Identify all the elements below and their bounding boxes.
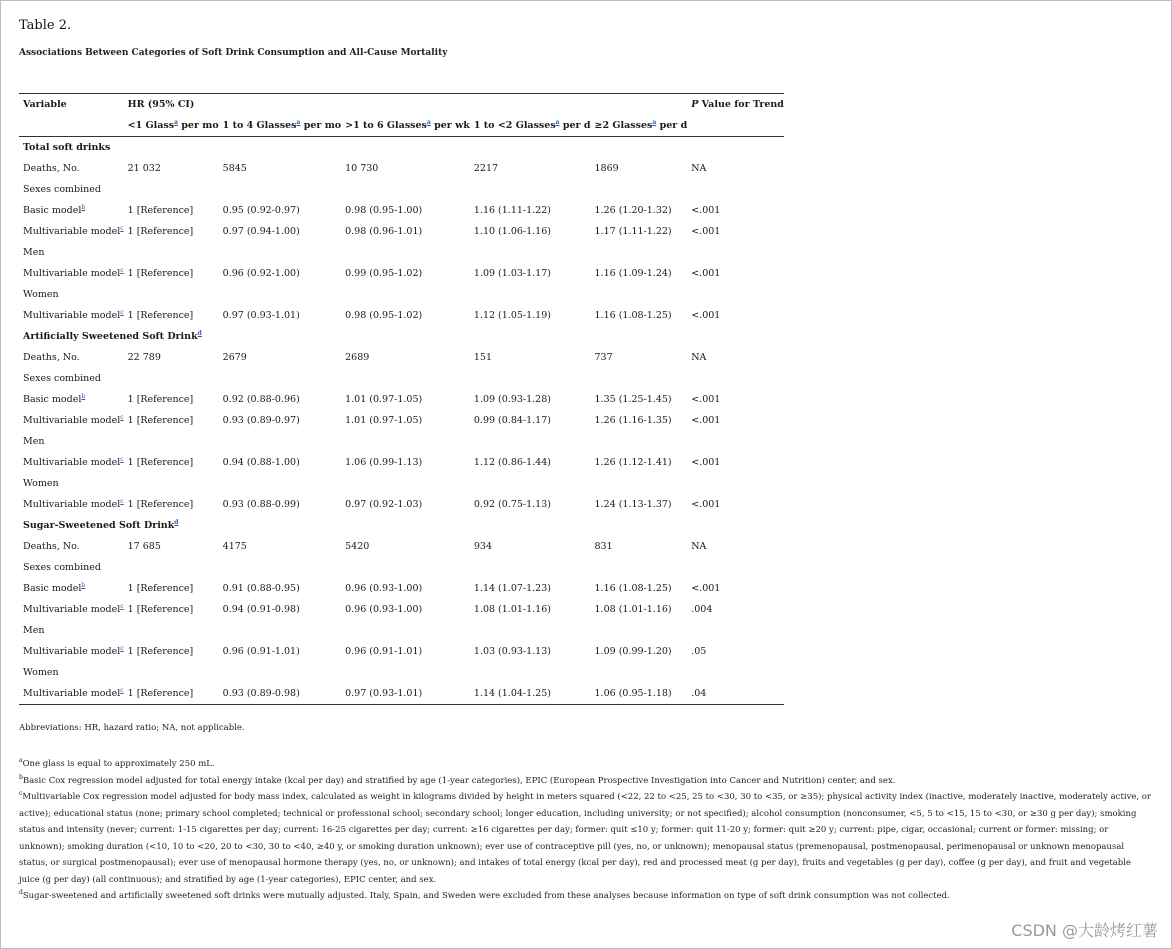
row-label <box>19 305 124 326</box>
footnote-ref[interactable]: c <box>120 266 124 274</box>
footnotes <box>19 756 1154 905</box>
footnote-ref[interactable]: b <box>81 392 86 400</box>
table-cell: <.001 <box>691 457 721 468</box>
table-row <box>19 305 784 326</box>
row-label <box>19 683 124 705</box>
table-row <box>19 494 784 515</box>
row-label-text: Multivariable model <box>23 457 121 468</box>
table-cell: 1.26 (1.12-1.41) <box>594 457 672 468</box>
table-cell: 1.14 (1.07-1.23) <box>473 583 551 594</box>
header-col-text: >1 to 6 Glasses <box>345 120 427 131</box>
table-cell: 1.16 (1.11-1.22) <box>473 205 551 216</box>
table-cell: 1.14 (1.04-1.25) <box>470 683 591 705</box>
row-label-text: Sugar-Sweetened Soft Drink <box>23 520 175 531</box>
footnote-ref[interactable]: d <box>174 518 179 526</box>
table-cell: 22 789 <box>127 352 161 363</box>
table-cell: 934 <box>473 541 493 552</box>
table-cell: 0.98 (0.95-1.02) <box>345 310 423 321</box>
row-label <box>19 200 124 221</box>
header-col-unit: per d <box>656 120 688 131</box>
footnote-mark: a <box>19 757 23 765</box>
row-label <box>19 641 124 662</box>
group-row <box>19 242 784 263</box>
table-cell: 151 <box>473 352 493 363</box>
section-row <box>19 137 784 159</box>
table-cell: 1.09 (0.93-1.28) <box>473 394 551 405</box>
row-label <box>19 158 124 179</box>
row-label-text: Deaths, No. <box>23 541 80 552</box>
table-cell: 2217 <box>473 163 499 174</box>
table-cell: <.001 <box>691 583 721 594</box>
row-label <box>19 368 784 389</box>
table-cell: 5420 <box>345 541 370 552</box>
row-label-text: Men <box>23 625 45 636</box>
table-cell: 1 [Reference] <box>124 683 219 705</box>
row-label-text: Sexes combined <box>23 184 101 195</box>
row-label-text: Men <box>23 247 45 258</box>
table-cell: 0.97 (0.93-1.01) <box>222 310 300 321</box>
header-col-unit: per mo <box>300 120 342 131</box>
row-label <box>19 473 784 494</box>
table-cell: 1.08 (1.01-1.16) <box>473 604 551 615</box>
footnote-mark: c <box>19 790 23 798</box>
row-label <box>19 263 124 284</box>
abbreviations-note: Abbreviations: HR, hazard ratio; NA, not applicable. <box>19 723 245 733</box>
table-cell: 2689 <box>345 352 370 363</box>
watermark: CSDN @大龄烤红薯 <box>1011 921 1158 940</box>
table-cell: 1 [Reference] <box>127 583 194 594</box>
row-label <box>19 284 784 305</box>
footnote-text: Sugar-sweetened and artificially sweetened soft drinks were mutually adjusted. Italy, Spain, and Sweden were excluded from these analyses because information on type of soft drink consumption was not collected. <box>22 891 950 901</box>
table-cell: 1 [Reference] <box>127 604 194 615</box>
table-cell: 1 [Reference] <box>127 226 194 237</box>
footnote-ref[interactable]: c <box>120 497 124 505</box>
group-row <box>19 662 784 683</box>
table-cell: 0.93 (0.89-0.97) <box>222 415 300 426</box>
table-cell: 4175 <box>222 541 247 552</box>
group-row <box>19 284 784 305</box>
header-blank <box>19 115 124 137</box>
header-col-text: <1 Glass <box>127 120 175 131</box>
table-cell: 1.03 (0.93-1.13) <box>473 646 551 657</box>
table-cell: 1.35 (1.25-1.45) <box>594 394 672 405</box>
p-label: Value for Trend <box>698 99 784 110</box>
table-row <box>19 263 784 284</box>
table-row <box>19 641 784 662</box>
table-cell: 1.09 (1.03-1.17) <box>473 268 551 279</box>
row-label <box>19 410 124 431</box>
table-cell: 21 032 <box>127 163 161 174</box>
table-cell: 0.96 (0.93-1.00) <box>345 604 423 615</box>
table-cell: .04 <box>687 683 784 705</box>
table-cell: 0.97 (0.94-1.00) <box>222 226 300 237</box>
table-cell: 10 730 <box>345 163 379 174</box>
table-cell: 1 [Reference] <box>127 646 194 657</box>
footnote-ref[interactable]: c <box>120 413 124 421</box>
header-col-unit: per mo <box>177 120 219 131</box>
header-hr-group: HR (95% CI) <box>124 94 688 116</box>
table-cell: 0.96 (0.91-1.01) <box>222 646 300 657</box>
table-cell: 1.16 (1.08-1.25) <box>594 310 672 321</box>
footnote-ref[interactable]: c <box>120 308 124 316</box>
table-cell: <.001 <box>691 310 721 321</box>
table-cell: 0.98 (0.96-1.01) <box>345 226 423 237</box>
section-row <box>19 515 784 536</box>
row-label-text: Women <box>23 478 59 489</box>
footnote-ref[interactable]: a <box>555 118 560 126</box>
row-label <box>19 389 124 410</box>
table-cell: 0.93 (0.89-0.98) <box>219 683 341 705</box>
table-row <box>19 599 784 620</box>
row-label-text: Multivariable model <box>23 499 121 510</box>
table-row <box>19 683 784 705</box>
table-cell: NA <box>691 541 707 552</box>
table-cell: 1.09 (0.99-1.20) <box>594 646 672 657</box>
row-label-text: Multivariable model <box>23 604 121 615</box>
table-cell: 1.12 (1.05-1.19) <box>473 310 551 321</box>
row-label-text: Deaths, No. <box>23 163 80 174</box>
table-cell: <.001 <box>691 226 721 237</box>
table-row <box>19 452 784 473</box>
footnote-ref[interactable]: c <box>120 644 124 652</box>
footnote-ref[interactable]: b <box>81 581 86 589</box>
header-col-unit: per wk <box>430 120 470 131</box>
footnote-ref[interactable]: c <box>120 686 124 694</box>
footnote-text: Multivariable Cox regression model adjusted for body mass index, calculated as weight in kilograms divided by height in meters squared (<22, 22 to <25, 25 to <30, 30 to <35, or ≥35); physical activity index (inactive, moderately inactive, moderately active, or active); educational status (none; primary school completed; technical or professional school; secondary school; longer education, including university; or not specified); alcohol consumption (nonconsumer, <5, 5 to <15, 15 to <30, or ≥30 g per day); smoking status and intensity (never; current: 1-15 cigarettes per day; current: 16-25 cigarettes per day; current: ≥16 cigarettes per day; former: quit ≤10 y; former: quit 11-20 y; former: quit ≥20 y; current: pipe, cigar, occasional; current or former: missing; or unknown); smoking duration (<10, 10 to <20, 20 to <30, 30 to <40, ≥40 y, or smoking duration unknown); ever use of contraceptive pill (yes, no, or unknown); menopausal status (premenopausal, postmenopausal, perimenopausal or unknown menopausal status, or surgical postmenopausal); ever use of menopausal hormone therapy (yes, no, or unknown); and intakes of total energy (kcal per day), red and processed meat (g per day), fruits and vegetables (g per day), coffee (g per day), and fruit and vegetable juice (g per day) (all continuous); and stratified by age (1-year categories), EPIC center, and sex. <box>19 792 1151 885</box>
footnote-ref[interactable]: a <box>296 118 301 126</box>
row-label-text: Multivariable model <box>23 415 121 426</box>
table-cell: 737 <box>594 352 613 363</box>
footnote-mark: b <box>19 773 23 781</box>
row-label-text: Women <box>23 667 59 678</box>
row-label-text: Sexes combined <box>23 373 101 384</box>
row-label-text: Multivariable model <box>23 310 121 321</box>
group-row <box>19 368 784 389</box>
table-cell: 0.94 (0.91-0.98) <box>222 604 300 615</box>
row-label-text: Basic model <box>23 583 82 594</box>
header-col-3 <box>341 115 470 137</box>
header-col-1 <box>124 115 219 137</box>
row-label-text: Men <box>23 436 45 447</box>
footnote-ref[interactable]: c <box>120 455 124 463</box>
header-row-2 <box>19 115 784 137</box>
row-label-text: Total soft drinks <box>23 142 111 153</box>
row-label <box>19 662 784 683</box>
row-label-text: Deaths, No. <box>23 352 80 363</box>
footnote-ref[interactable]: b <box>81 203 86 211</box>
results-table <box>19 93 784 705</box>
row-label <box>19 536 124 557</box>
table-row <box>19 347 784 368</box>
table-cell: 1 [Reference] <box>127 205 194 216</box>
table-cell: 1.12 (0.86-1.44) <box>473 457 551 468</box>
header-col-5 <box>591 115 688 137</box>
table-cell: 0.92 (0.75-1.13) <box>473 499 551 510</box>
footnote-ref[interactable]: c <box>120 224 124 232</box>
table-cell: 1.16 (1.08-1.25) <box>594 583 672 594</box>
table-cell: 1.01 (0.97-1.05) <box>345 415 423 426</box>
footnote-a <box>19 756 1154 773</box>
table-cell: 0.96 (0.92-1.00) <box>222 268 300 279</box>
group-row <box>19 473 784 494</box>
row-label <box>19 515 784 536</box>
table-cell: .05 <box>691 646 707 657</box>
table-cell: 0.97 (0.93-1.01) <box>341 683 470 705</box>
table-cell: 0.95 (0.92-0.97) <box>222 205 300 216</box>
footnote-ref[interactable]: d <box>197 329 202 337</box>
table-cell: .004 <box>691 604 713 615</box>
row-label <box>19 578 124 599</box>
row-label-text: Artificially Sweetened Soft Drink <box>23 331 198 342</box>
header-col-text: 1 to <2 Glasses <box>473 120 556 131</box>
table-row <box>19 410 784 431</box>
group-row <box>19 431 784 452</box>
group-row <box>19 179 784 200</box>
table-cell: 1.26 (1.16-1.35) <box>594 415 672 426</box>
footnote-ref[interactable]: a <box>652 118 657 126</box>
table-cell: 1 [Reference] <box>127 415 194 426</box>
table-cell: 1.17 (1.11-1.22) <box>594 226 672 237</box>
row-label <box>19 242 784 263</box>
footnote-b <box>19 773 1154 790</box>
footnote-ref[interactable]: a <box>426 118 431 126</box>
table-cell: <.001 <box>691 415 721 426</box>
table-cell: 0.98 (0.95-1.00) <box>345 205 423 216</box>
table-cell: 1.08 (1.01-1.16) <box>594 604 672 615</box>
table-cell: 1 [Reference] <box>127 394 194 405</box>
table-body <box>19 137 784 705</box>
table-cell: <.001 <box>691 394 721 405</box>
header-col-2 <box>219 115 341 137</box>
table-row <box>19 536 784 557</box>
row-label <box>19 221 124 242</box>
table-cell: 1.16 (1.09-1.24) <box>594 268 672 279</box>
section-row <box>19 326 784 347</box>
table-cell: 0.96 (0.93-1.00) <box>345 583 423 594</box>
row-label <box>19 347 124 368</box>
header-row-1 <box>19 94 784 116</box>
row-label-text: Sexes combined <box>23 562 101 573</box>
table-cell: 1.24 (1.13-1.37) <box>594 499 672 510</box>
footnote-ref[interactable]: c <box>120 602 124 610</box>
header-p-trend <box>687 94 784 116</box>
table-title: Table 2. <box>19 18 72 33</box>
row-label-text: Multivariable model <box>23 688 121 699</box>
table-row <box>19 221 784 242</box>
footnote-c <box>19 789 1154 888</box>
footnote-text: One glass is equal to approximately 250 mL. <box>22 759 215 769</box>
row-label <box>19 494 124 515</box>
header-variable: Variable <box>19 94 124 116</box>
table-cell: 1869 <box>594 163 619 174</box>
table-row <box>19 389 784 410</box>
table-cell: 0.99 (0.95-1.02) <box>345 268 423 279</box>
row-label <box>19 431 784 452</box>
table-row <box>19 578 784 599</box>
row-label <box>19 620 784 641</box>
header-col-unit: per d <box>559 120 591 131</box>
row-label-text: Women <box>23 289 59 300</box>
table-cell: 0.94 (0.88-1.00) <box>222 457 300 468</box>
table-cell: 0.99 (0.84-1.17) <box>473 415 551 426</box>
table-cell: 0.96 (0.91-1.01) <box>345 646 423 657</box>
row-label <box>19 137 784 159</box>
table-cell: 0.91 (0.88-0.95) <box>222 583 300 594</box>
row-label <box>19 557 784 578</box>
table-row <box>19 158 784 179</box>
table-cell: 1 [Reference] <box>127 310 194 321</box>
table-row <box>19 200 784 221</box>
group-row <box>19 557 784 578</box>
table-cell: 831 <box>594 541 613 552</box>
table-caption: Associations Between Categories of Soft Drink Consumption and All-Cause Mortality <box>19 48 448 58</box>
table-cell: 1 [Reference] <box>127 499 194 510</box>
header-col-text: 1 to 4 Glasses <box>222 120 297 131</box>
row-label-text: Basic model <box>23 205 82 216</box>
row-label-text: Multivariable model <box>23 226 121 237</box>
table-cell: 17 685 <box>127 541 161 552</box>
table-cell: 1 [Reference] <box>127 457 194 468</box>
table-cell: <.001 <box>691 499 721 510</box>
table-cell: 0.92 (0.88-0.96) <box>222 394 300 405</box>
footnote-ref[interactable]: a <box>174 118 178 126</box>
header-col-4 <box>470 115 591 137</box>
p-italic: P <box>691 99 699 110</box>
row-label <box>19 599 124 620</box>
row-label-text: Multivariable model <box>23 646 121 657</box>
table-cell: 1.01 (0.97-1.05) <box>345 394 423 405</box>
footnote-mark: d <box>19 889 23 897</box>
table-cell: 1.06 (0.99-1.13) <box>345 457 423 468</box>
table-cell: 0.93 (0.88-0.99) <box>222 499 300 510</box>
table-cell: 1.26 (1.20-1.32) <box>594 205 672 216</box>
table-cell: 1.06 (0.95-1.18) <box>591 683 688 705</box>
header-col-text: ≥2 Glasses <box>594 120 653 131</box>
table-cell: 0.97 (0.92-1.03) <box>345 499 423 510</box>
footnote-d <box>19 888 1154 905</box>
footnote-text: Basic Cox regression model adjusted for total energy intake (kcal per day) and stratified by age (1-year categories), EPIC (European Prospective Investigation into Cancer and Nutrition) center, and sex. <box>22 775 896 786</box>
group-row <box>19 620 784 641</box>
table-cell: NA <box>691 352 707 363</box>
row-label <box>19 452 124 473</box>
row-label-text: Basic model <box>23 394 82 405</box>
table-cell: NA <box>691 163 707 174</box>
table-cell: 2679 <box>222 352 247 363</box>
table-cell: 1 [Reference] <box>127 268 194 279</box>
row-label <box>19 179 784 200</box>
table-cell: 5845 <box>222 163 247 174</box>
table-cell: 1.10 (1.06-1.16) <box>473 226 551 237</box>
row-label <box>19 326 784 347</box>
table-cell: <.001 <box>691 205 721 216</box>
table-cell: <.001 <box>691 268 721 279</box>
row-label-text: Multivariable model <box>23 268 121 279</box>
header-blank <box>687 115 784 137</box>
